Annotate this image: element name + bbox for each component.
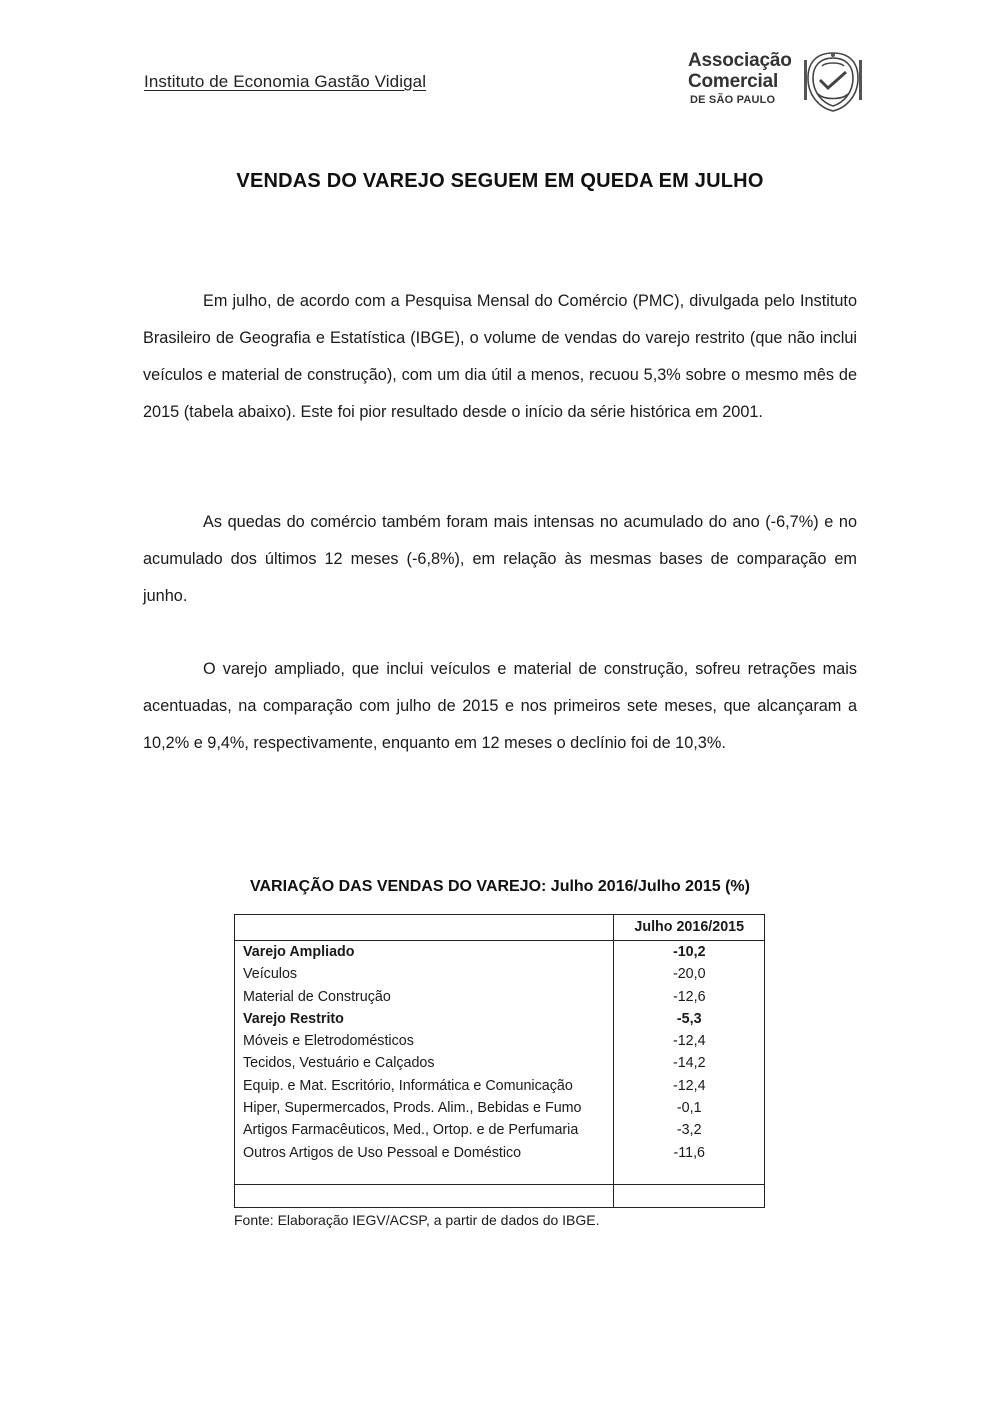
row-label: Veículos (235, 963, 614, 985)
table-spacer-row (235, 1164, 765, 1185)
table-empty-row (235, 1184, 765, 1207)
empty-cell (614, 1184, 765, 1207)
table-row (235, 1119, 765, 1141)
row-label: Hiper, Supermercados, Prods. Alim., Bebidas e Fumo (235, 1097, 614, 1119)
table-row (235, 1008, 765, 1030)
row-label: Varejo Ampliado (235, 941, 614, 964)
logo-line-2: Comercial (688, 71, 779, 92)
institute-name: Instituto de Economia Gastão Vidigal (144, 72, 427, 91)
paragraph-1: Em julho, de acordo com a Pesquisa Mensal do Comércio (PMC), divulgada pelo Instituto Brasileiro de Geografia e Estatística (IBGE), o volume de vendas do varejo restrito (que não inclui veículos e material de construção), com um dia útil a menos, recuou 5,3% sobre o mesmo mês de 2015 (tabela abaixo). Este foi pior resultado desde o início da série histórica em 2001. (143, 292, 857, 421)
table-row (235, 1075, 765, 1097)
logo-line-3: DE SÃO PAULO (690, 94, 776, 106)
table-row (235, 1097, 765, 1119)
acsp-emblem-icon (802, 50, 864, 114)
row-value: -14,2 (614, 1052, 765, 1074)
table-row (235, 1030, 765, 1052)
row-label: Equip. e Mat. Escritório, Informática e Comunicação (235, 1075, 614, 1097)
table-row (235, 963, 765, 985)
row-value: -10,2 (614, 941, 765, 964)
table-header-empty-cell (235, 915, 614, 941)
row-value: -3,2 (614, 1119, 765, 1141)
table-source-note: Fonte: Elaboração IEGV/ACSP, a partir de dados do IBGE. (234, 1212, 600, 1228)
table-row (235, 941, 765, 964)
row-label: Outros Artigos de Uso Pessoal e Doméstico (235, 1142, 614, 1164)
row-value: -20,0 (614, 963, 765, 985)
row-label: Tecidos, Vestuário e Calçados (235, 1052, 614, 1074)
spacer-cell (614, 1164, 765, 1185)
row-label: Material de Construção (235, 986, 614, 1008)
paragraph-3: O varejo ampliado, que inclui veículos e material de construção, sofreu retrações mais acentuadas, na comparação com julho de 2015 e nos primeiros sete meses, que alcançaram a 10,2% e 9,4%, respectivamente, enquanto em 12 meses o declínio foi de 10,3%. (143, 660, 857, 752)
row-value: -11,6 (614, 1142, 765, 1164)
table-header-row (235, 915, 765, 941)
logo-text (688, 50, 800, 108)
row-value: -12,4 (614, 1030, 765, 1052)
row-label: Varejo Restrito (235, 1008, 614, 1030)
paragraph-2: As quedas do comércio também foram mais intensas no acumulado do ano (-6,7%) e no acumulado dos últimos 12 meses (-6,8%), em relação às mesmas bases de comparação em junho. (143, 513, 857, 605)
retail-sales-table (234, 914, 765, 1208)
row-value: -12,6 (614, 986, 765, 1008)
table-title: VARIAÇÃO DAS VENDAS DO VAREJO: Julho 2016/Julho 2015 (%) (250, 878, 750, 895)
row-label: Artigos Farmacêuticos, Med., Ortop. e de Perfumaria (235, 1119, 614, 1141)
empty-cell (235, 1184, 614, 1207)
logo-line-1: Associação (688, 50, 792, 71)
document-title: VENDAS DO VAREJO SEGUEM EM QUEDA EM JULHO (236, 170, 764, 192)
table-header-column: Julho 2016/2015 (614, 915, 765, 941)
row-label: Móveis e Eletrodomésticos (235, 1030, 614, 1052)
row-value: -5,3 (614, 1008, 765, 1030)
row-value: -12,4 (614, 1075, 765, 1097)
table-row (235, 986, 765, 1008)
spacer-cell (235, 1164, 614, 1185)
table-row (235, 1052, 765, 1074)
acsp-logo (688, 50, 868, 120)
row-value: -0,1 (614, 1097, 765, 1119)
table-row (235, 1142, 765, 1164)
